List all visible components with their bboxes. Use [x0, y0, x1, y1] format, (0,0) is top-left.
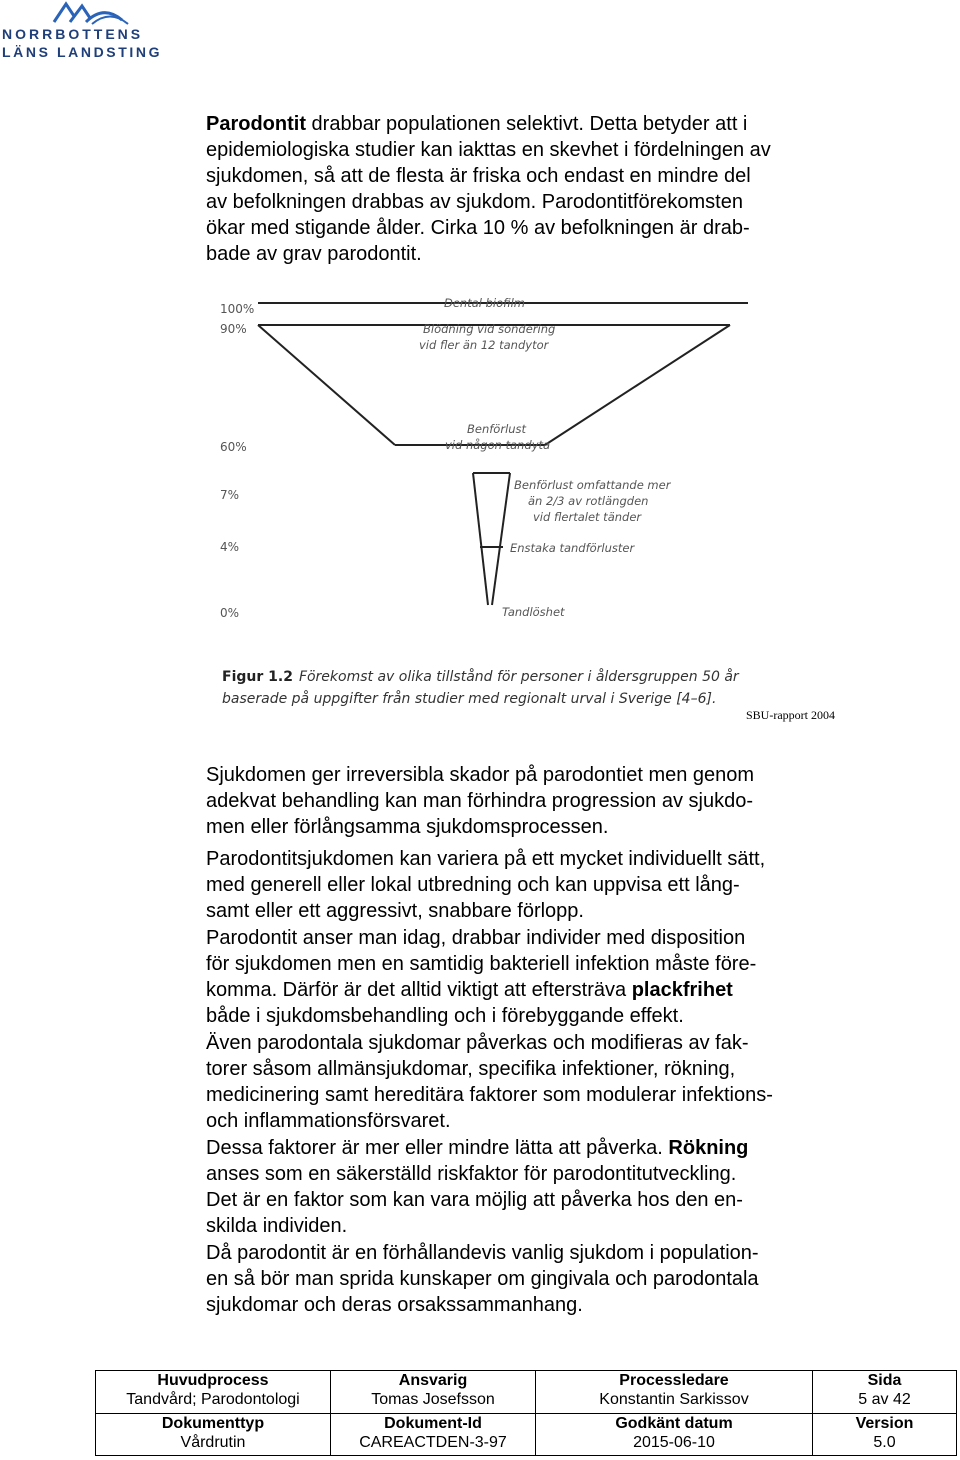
p5-line4: och inflammationsförsvaret.: [206, 1110, 451, 1132]
footer-cell-ansvarig: [331, 1371, 536, 1414]
footer-cell-dokumenttyp: [96, 1413, 331, 1456]
intro-line5: ökar med stigande ålder. Cirka 10 % av befolkningen är drab-: [206, 217, 750, 239]
label-bleeding-2: vid fler än 12 tandytor: [419, 338, 549, 352]
p2-line1: Sjukdomen ger irreversibla skador på parodontiet men genom: [206, 764, 755, 786]
pct-100-label: 100%: [220, 302, 255, 316]
pct-0-label: 0%: [220, 606, 240, 620]
p6-line2: anses som en säkerställd riskfaktor för parodontitutveckling.: [206, 1163, 737, 1185]
p7-line3: sjukdomar och deras orsakssammanhang.: [206, 1294, 583, 1316]
intro-line6: bade av grav parodontit.: [206, 243, 422, 265]
footer-cell-processledare: [536, 1371, 813, 1414]
footer-dokumentid-label: Dokument-Id: [384, 1414, 482, 1432]
footer-cell-godkant: [536, 1413, 813, 1456]
footer-dokumentid-value: CAREACTDEN-3-97: [359, 1433, 507, 1451]
p4-line3: komma. Därför är det alltid viktigt att eftersträva: [206, 979, 632, 1001]
footer-version-value: 5.0: [873, 1433, 896, 1451]
footer-ansvarig-label: Ansvarig: [398, 1372, 468, 1389]
label-boneloss-1: Benförlust: [467, 422, 527, 436]
footer-cell-sida: [813, 1371, 957, 1414]
p5-line1: Även parodontala sjukdomar påverkas och modifieras av fak-: [206, 1032, 749, 1054]
p2-line3: men eller förlångsamma sjukdomsprocessen.: [206, 816, 609, 838]
p4-line4: både i sjukdomsbehandling och i förebyggande effekt.: [206, 1005, 684, 1027]
intro-line1: drabbar populationen selektivt. Detta betyder att i: [306, 113, 748, 135]
paragraph-variation: [206, 846, 866, 924]
document-footer-table: [95, 1370, 957, 1456]
p7-line2: en så bör man sprida kunskaper om gingivala och parodontala: [206, 1268, 759, 1290]
p7-line1: Då parodontit är en förhållandevis vanlig sjukdom i population-: [206, 1242, 759, 1264]
intro-bold-lead: Parodontit: [206, 113, 306, 135]
label-extensive-3: vid flertalet tänder: [533, 510, 642, 524]
footer-processledare-label: Processledare: [619, 1372, 729, 1389]
footer-cell-dokumentid: [331, 1413, 536, 1456]
p3-line1: Parodontitsjukdomen kan variera på ett mycket individuellt sätt,: [206, 848, 766, 870]
footer-huvudprocess-value: Tandvård; Parodontologi: [126, 1391, 300, 1408]
p5-line3: medicinering samt hereditära faktorer som modulerar infektions-: [206, 1084, 773, 1106]
footer-dokumenttyp-label: Dokumenttyp: [161, 1414, 265, 1432]
caption-figure-number: Figur 1.2: [222, 669, 293, 685]
footer-cell-version: [813, 1413, 957, 1456]
label-dental-biofilm: Dental biofilm: [444, 296, 525, 310]
p4-line1: Parodontit anser man idag, drabbar individer med disposition: [206, 927, 746, 949]
footer-version-label: Version: [855, 1414, 914, 1432]
footer-godkant-label: Godkänt datum: [615, 1414, 733, 1432]
paragraph-knowledge: [206, 1240, 866, 1318]
footer-ansvarig-value: Tomas Josefsson: [371, 1391, 495, 1408]
paragraph-irreversible: [206, 762, 866, 840]
label-bleeding-1: Blödning vid sondering: [423, 322, 556, 336]
paragraph-modifiers: [206, 1030, 866, 1134]
p5-line2: torer såsom allmänsjukdomar, specifika infektioner, rökning,: [206, 1058, 736, 1080]
organization-logo: [0, 0, 170, 64]
footer-huvudprocess-label: Huvudprocess: [157, 1372, 269, 1389]
p6-line1: Dessa faktorer är mer eller mindre lätta att påverka.: [206, 1137, 669, 1159]
prevalence-figure: [200, 285, 860, 725]
caption-line2: baserade på uppgifter från studier med regionalt urval i Sverige [4–6].: [222, 691, 717, 707]
caption-line1: Förekomst av olika tillstånd för personer i åldersgruppen 50 år: [298, 669, 739, 685]
svg-text:Figur 1.2Förekomst av olika ti: [222, 668, 740, 685]
footer-cell-huvudprocess: [96, 1371, 331, 1414]
pct-7-label: 7%: [220, 488, 240, 502]
footer-sida-value: 5 av 42: [858, 1391, 911, 1408]
intro-line4: av befolkningen drabbas av sjukdom. Parodontitförekomsten: [206, 191, 743, 213]
p3-line2: med generell eller lokal utbredning och kan uppvisa ett lång-: [206, 874, 740, 896]
footer-godkant-value: 2015-06-10: [633, 1433, 715, 1451]
label-edentulous: Tandlöshet: [502, 605, 565, 619]
intro-line2: epidemiologiska studier kan iakttas en skevhet i fördelningen av: [206, 139, 771, 161]
intro-paragraph: [206, 111, 866, 267]
footer-dokumenttyp-value: Vårdrutin: [180, 1433, 246, 1451]
p6-line3: Det är en faktor som kan vara möjlig att påverka hos den en-: [206, 1189, 743, 1211]
label-extensive-2: än 2/3 av rotlängden: [528, 494, 649, 508]
paragraph-smoking: [206, 1135, 866, 1239]
logo-text-line2: LÄNS LANDSTING: [2, 44, 163, 60]
wave-logo-icon: [40, 0, 160, 26]
label-tooth-loss: Enstaka tandförluster: [510, 541, 635, 555]
p4-line2: för sjukdomen men en samtidig bakteriell infektion måste före-: [206, 953, 757, 975]
label-extensive-1: Benförlust omfattande mer: [514, 478, 671, 492]
label-boneloss-2: vid någon tandyta: [445, 438, 551, 452]
pct-4-label: 4%: [220, 540, 240, 554]
logo-text-line1: NORRBOTTENS: [2, 26, 144, 42]
pct-90-label: 90%: [220, 322, 247, 336]
p4-bold-plackfrihet: plackfrihet: [631, 979, 733, 1001]
intro-line3: sjukdomen, så att de flesta är friska och endast en mindre del: [206, 165, 751, 187]
p6-bold-rokning: Rökning: [668, 1137, 749, 1159]
paragraph-disposition: [206, 925, 866, 1029]
footer-processledare-value: Konstantin Sarkissov: [599, 1391, 749, 1408]
pct-60-label: 60%: [220, 440, 247, 454]
p3-line3: samt eller ett aggressivt, snabbare förlopp.: [206, 900, 584, 922]
p2-line2: adekvat behandling kan man förhindra progression av sjukdo-: [206, 790, 754, 812]
figure-source: SBU-rapport 2004: [746, 708, 835, 722]
footer-sida-label: Sida: [867, 1372, 902, 1389]
p6-line4: skilda individen.: [206, 1215, 348, 1237]
